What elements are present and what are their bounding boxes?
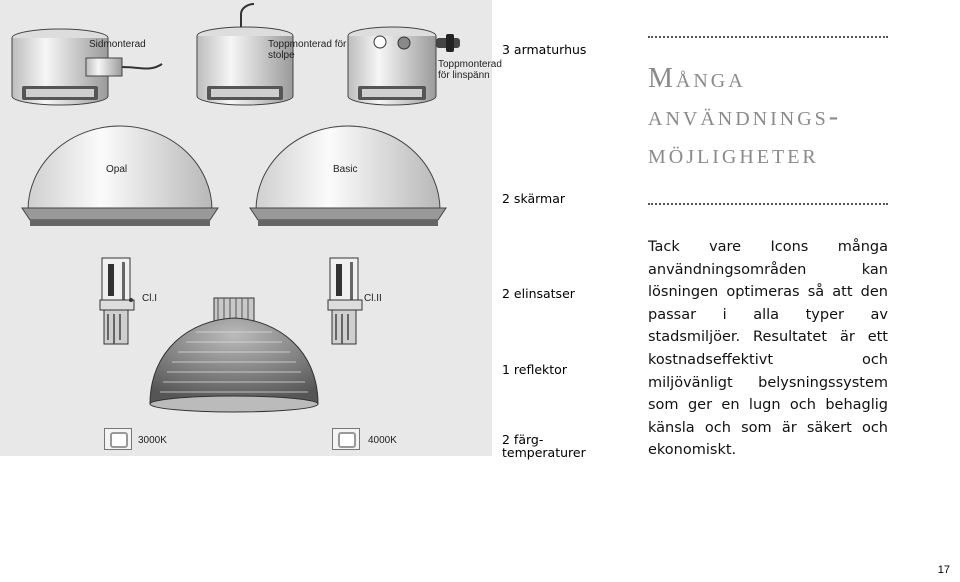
luminaire-components-illustration [0, 0, 502, 456]
page-heading [648, 60, 948, 174]
label-pole-mounted: Toppmonterad för stolpe [268, 39, 347, 61]
heading-line-2: användnings- [648, 101, 842, 132]
electrical-insert-class-2 [328, 258, 362, 344]
divider-bottom [648, 203, 888, 205]
label-screen-basic: Basic [333, 164, 358, 175]
heading-line-1: Många [648, 63, 746, 94]
category-inserts: 2 elinsatser [502, 286, 575, 301]
label-side-mounted: Sidmonterad [89, 39, 146, 50]
electrical-insert-class-1 [100, 258, 134, 344]
divider-top [648, 36, 888, 38]
screen-basic [250, 126, 446, 226]
reflector [150, 298, 318, 412]
heading-line-3: möjligheter [648, 139, 819, 170]
product-illustration-panel [0, 0, 502, 456]
label-4000k: 4000K [368, 435, 397, 446]
color-swatch-3000k [104, 428, 132, 450]
label-3000k: 3000K [138, 435, 167, 446]
screen-opal [22, 126, 218, 226]
body-paragraph: Tack vare Icons många användningsområden kan lösningen optimeras så att den passar i alla typer av stadsmiljöer. Resultatet är ett kostnadseffektivt och miljövänligt belysningssystem som ger en lugn och behaglig känsla och som är säkert och ekonomiskt. [648, 239, 888, 459]
category-reflector: 1 reflektor [502, 362, 567, 377]
category-temps-line2: temperaturer [502, 445, 586, 460]
category-temps-line1: 2 färg- [502, 432, 544, 447]
color-swatch-4000k [332, 428, 360, 450]
label-insert-cl2: Cl.II [364, 293, 382, 304]
page-number: 17 [937, 564, 950, 576]
label-insert-cl1: Cl.I [142, 293, 157, 304]
category-housings: 3 armaturhus [502, 42, 587, 57]
category-screens: 2 skärmar [502, 191, 566, 206]
label-screen-opal: Opal [106, 164, 128, 175]
label-wire-mounted: Toppmonterad för linspänn [438, 59, 502, 81]
